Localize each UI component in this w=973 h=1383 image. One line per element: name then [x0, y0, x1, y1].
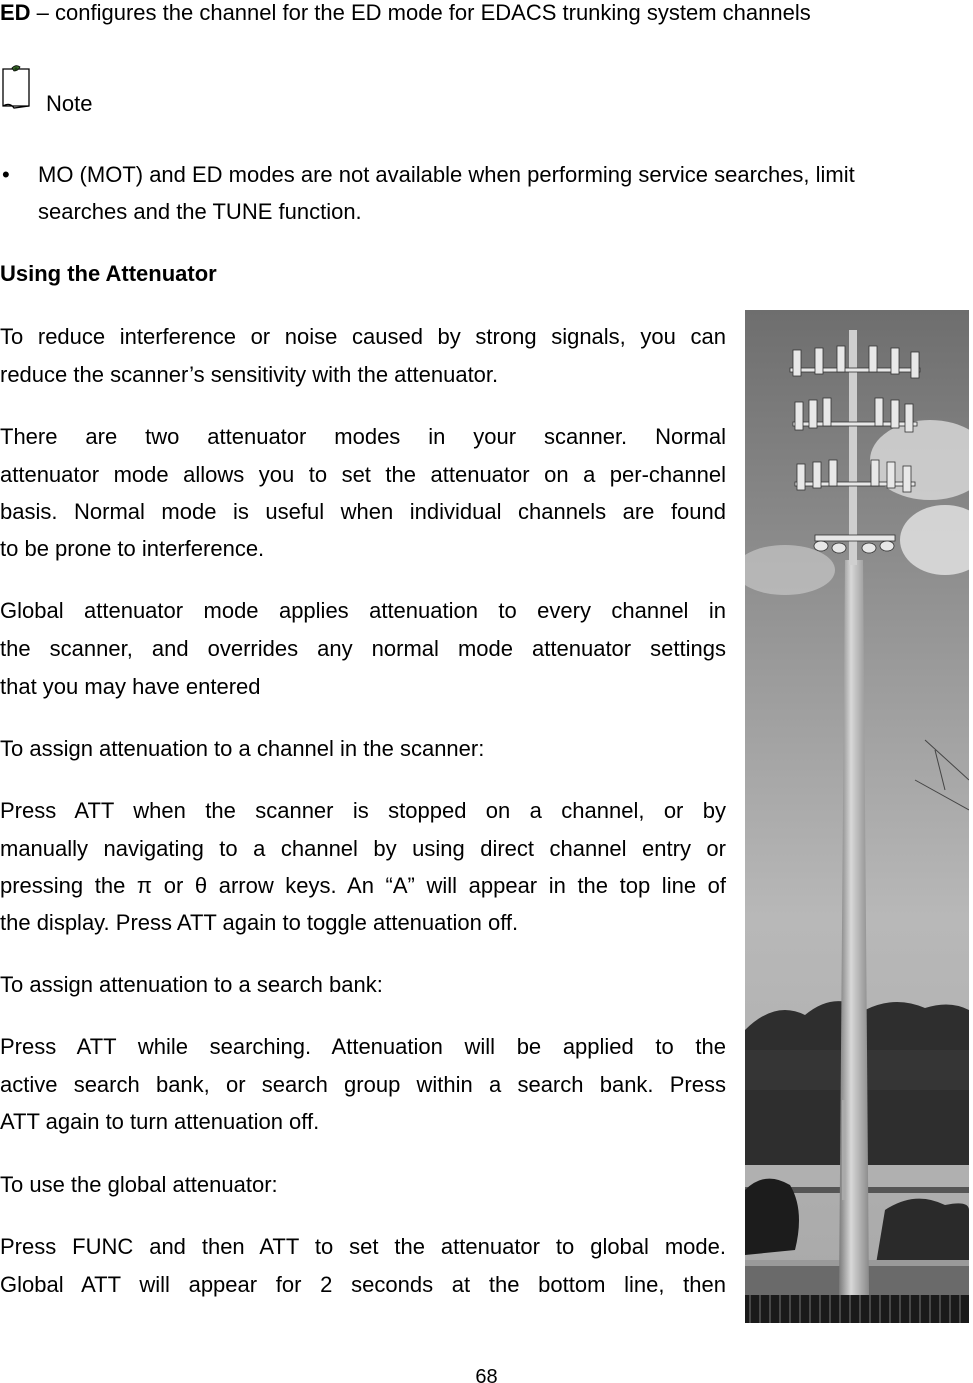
p9-line-2: Global ATT will appear for 2 seconds at the bottom line, then [0, 1272, 726, 1297]
note-label: Note [46, 91, 93, 116]
p3-line-1: Global attenuator mode applies attenuation to every channel in [0, 598, 726, 623]
p7-line-1: Press ATT while searching. Attenuation will be applied to the [0, 1034, 726, 1059]
p1-line-1: To reduce interference or noise caused by strong signals, you can [0, 324, 726, 349]
bullet-line-2: searches and the TUNE function. [38, 199, 362, 224]
p2-line-3: basis. Normal mode is useful when individual channels are found [0, 499, 726, 524]
p3-line-2: the scanner, and overrides any normal mode attenuator settings [0, 636, 726, 661]
page-number: 68 [475, 1366, 498, 1383]
ed-definition [0, 0, 811, 26]
p5-line-1: Press ATT when the scanner is stopped on a channel, or by [0, 798, 726, 823]
p4-line: To assign attenuation to a channel in the scanner: [0, 736, 485, 761]
p8-line: To use the global attenuator: [0, 1172, 278, 1197]
p7-line-3: ATT again to turn attenuation off. [0, 1109, 320, 1134]
ed-term: ED [0, 0, 31, 25]
section-heading: Using the Attenuator [0, 261, 217, 286]
p2-line-2: attenuator mode allows you to set the attenuator on a per-channel [0, 462, 726, 487]
bullet-mark: • [2, 162, 10, 187]
p2-line-4: to be prone to interference. [0, 536, 265, 561]
p2-line-1: There are two attenuator modes in your scanner. Normal [0, 424, 726, 449]
p5-line-4: the display. Press ATT again to toggle attenuation off. [0, 910, 519, 935]
p3-line-3: that you may have entered [0, 674, 261, 699]
p6-line: To assign attenuation to a search bank: [0, 972, 383, 997]
p5-line-3: pressing the π or θ arrow keys. An “A” will appear in the top line of [0, 873, 726, 898]
p7-line-2: active search bank, or search group within a search bank. Press [0, 1072, 726, 1097]
ed-text: – configures the channel for the ED mode for EDACS trunking system channels [30, 0, 811, 25]
p1-line-2: reduce the scanner’s sensitivity with the attenuator. [0, 362, 499, 387]
note-icon [0, 64, 36, 112]
cell-tower-photo [745, 310, 969, 1323]
p5-line-2: manually navigating to a channel by using direct channel entry or [0, 836, 726, 861]
p9-line-1: Press FUNC and then ATT to set the attenuator to global mode. [0, 1234, 726, 1259]
bullet-line-1: MO (MOT) and ED modes are not available when performing service searches, limit [38, 162, 855, 187]
